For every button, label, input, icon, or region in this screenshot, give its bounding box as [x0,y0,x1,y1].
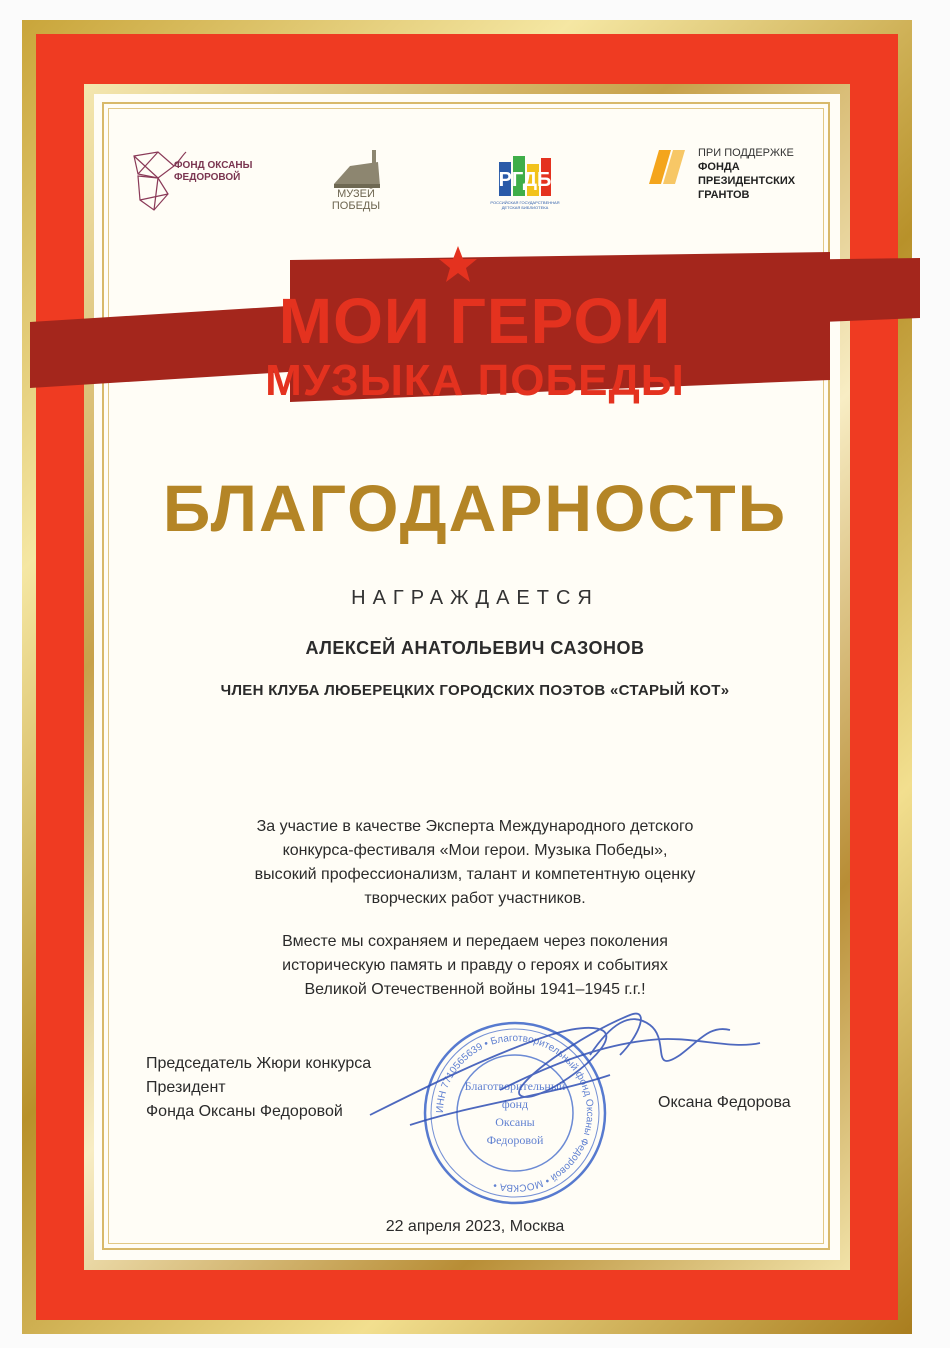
grants-fund-line: ФОНДА [698,161,740,173]
grants-grants-line: ГРАНТОВ [698,189,750,201]
museum-logo-text: МУЗЕЙ ПОБЕДЫ [331,188,381,212]
signatory-name: Оксана Федорова [658,1094,791,1111]
grants-logo-text [698,146,838,202]
svg-text:РГДБ: РГДБ [498,169,552,191]
signatory-line: Председатель Жюри конкурса [146,1055,372,1072]
stamp-center-line: Оксаны [495,1115,535,1129]
rgdb-logo-caption: РОССИЙСКАЯ ГОСУДАРСТВЕННАЯ ДЕТСКАЯ БИБЛИОТЕКА [490,200,560,210]
citation-paragraph-2 [0,930,950,1002]
handwritten-signature [350,995,770,1145]
citation-line: Вместе мы сохраняем и передаем через поколения [282,933,668,950]
recipient-name: АЛЕКСЕЙ АНАТОЛЬЕВИЧ САЗОНОВ [305,638,645,658]
signatory-title [146,1052,371,1124]
stamp-center-line: Федоровой [486,1133,544,1147]
citation-line: творческих работ участников. [364,890,586,907]
awarded-label: НАГРАЖДАЕТСЯ [351,587,599,609]
festival-title: МОИ ГЕРОИ [278,285,672,357]
issue-date: 22 апреля 2023, Москва [385,1218,565,1235]
stamp-center-line: Благотворительный [464,1079,566,1093]
recipient-position: ЧЛЕН КЛУБА ЛЮБЕРЕЦКИХ ГОРОДСКИХ ПОЭТОВ «СТАРЫЙ КОТ» [220,682,730,699]
festival-subtitle: МУЗЫКА ПОБЕДЫ [265,356,685,405]
grants-presidential-line: ПРЕЗИДЕНТСКИХ [698,175,796,187]
signatory-line: Президент [146,1079,226,1096]
signatory-line: Фонда Оксаны Федоровой [146,1103,343,1120]
grants-logo-icon [645,144,687,190]
rgdb-logo-icon [495,150,555,205]
fof-logo-text: ФОНД ОКСАНЫ ФЕДОРОВОЙ [174,160,253,183]
stamp-center-line: фонд [501,1097,529,1111]
citation-paragraph-1 [0,815,950,911]
partner-logos [120,140,830,220]
citation-line: конкурса-фестиваля «Мои герои. Музыка Победы», [282,842,668,859]
stamp-ring-text: ИНН 7710565639 • Благотворительный фонд Оксаны Федоровой • МОСКВА • [434,1032,596,1194]
citation-line: историческую память и правду о героях и событиях [282,957,668,974]
citation-line: За участие в качестве Эксперта Международного детского [256,818,694,835]
citation-line: Великой Отечественной войны 1941–1945 г.г.! [304,981,646,998]
citation-line: высокий профессионализм, талант и компетентную оценку [254,866,696,883]
certificate-heading: БЛАГОДАРНОСТЬ [162,471,788,545]
grants-support-line: ПРИ ПОДДЕРЖКЕ [698,147,794,159]
red-star-icon [438,244,478,284]
